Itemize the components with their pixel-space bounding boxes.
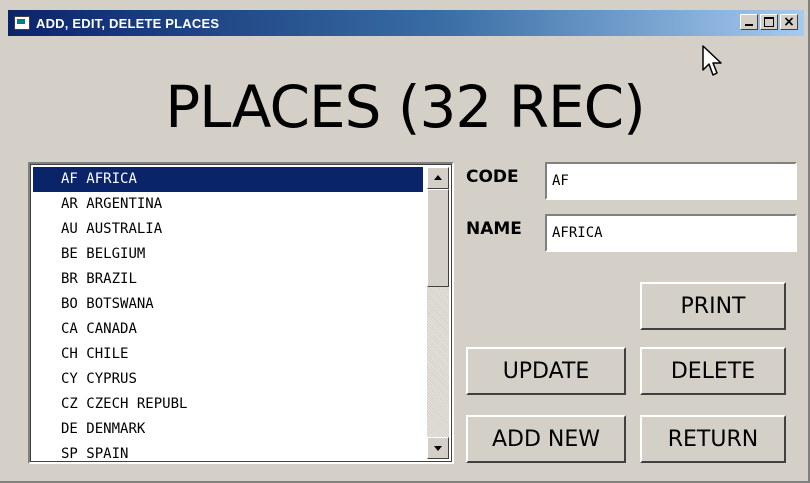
app-icon[interactable] — [14, 16, 30, 30]
list-item-code: AU — [61, 221, 78, 237]
list-item-name: BRAZIL — [86, 271, 137, 287]
maximize-icon[interactable] — [760, 14, 778, 30]
list-item[interactable] — [33, 342, 423, 367]
list-item-name: CZECH REPUBL — [86, 396, 188, 412]
list-item-code: CZ — [61, 396, 78, 412]
list-item-code: SP — [61, 446, 78, 462]
list-item-code: BE — [61, 246, 78, 262]
window-title: ADD, EDIT, DELETE PLACES — [36, 15, 220, 31]
close-icon[interactable]: × — [780, 14, 798, 30]
list-item-name: BOTSWANA — [86, 296, 154, 312]
list-item[interactable] — [33, 192, 423, 217]
list-item-name: DENMARK — [86, 421, 146, 437]
page-title: PLACES (32 REC) — [165, 73, 645, 141]
list-item-name: AUSTRALIA — [86, 221, 163, 237]
list-item[interactable] — [33, 417, 423, 442]
list-item-name: CHILE — [86, 346, 129, 362]
vertical-scrollbar[interactable] — [427, 167, 449, 459]
list-item-name: ARGENTINA — [86, 196, 163, 212]
list-item-code: BO — [61, 296, 78, 312]
code-label: CODE — [466, 167, 519, 187]
title-bar[interactable] — [8, 10, 804, 36]
list-item[interactable] — [33, 392, 423, 417]
places-listbox[interactable] — [28, 162, 454, 464]
update-button[interactable]: UPDATE — [466, 347, 626, 395]
list-item-name: SPAIN — [86, 446, 129, 462]
list-item-code: CA — [61, 321, 78, 337]
list-item[interactable] — [33, 442, 423, 467]
list-item-name: BELGIUM — [86, 246, 146, 262]
list-item-name: CANADA — [86, 321, 137, 337]
return-button[interactable]: RETURN — [640, 415, 786, 463]
scrollbar-thumb[interactable] — [427, 189, 449, 287]
minimize-icon[interactable] — [740, 14, 758, 30]
code-field[interactable]: AF — [545, 162, 797, 200]
list-item[interactable] — [33, 267, 423, 292]
add-new-button[interactable]: ADD NEW — [466, 415, 626, 463]
list-item-code: BR — [61, 271, 78, 287]
list-item-code: DE — [61, 421, 78, 437]
delete-button[interactable]: DELETE — [640, 347, 786, 395]
print-button[interactable]: PRINT — [640, 282, 786, 330]
list-item-code: AR — [61, 196, 78, 212]
list-item[interactable] — [33, 167, 423, 192]
list-item[interactable] — [33, 292, 423, 317]
list-item-code: CH — [61, 346, 78, 362]
name-label: NAME — [466, 219, 522, 239]
window-controls — [738, 14, 798, 30]
mouse-pointer-icon — [701, 44, 723, 78]
list-item[interactable] — [33, 317, 423, 342]
places-list — [33, 167, 423, 467]
list-item-name: CYPRUS — [86, 371, 137, 387]
list-item-code: CY — [61, 371, 78, 387]
list-item[interactable] — [33, 367, 423, 392]
list-item[interactable] — [33, 217, 423, 242]
scroll-up-icon[interactable] — [427, 167, 449, 189]
list-item[interactable] — [33, 242, 423, 267]
scroll-down-icon[interactable] — [427, 437, 449, 459]
list-item-code: AF — [61, 171, 78, 187]
name-field[interactable]: AFRICA — [545, 214, 797, 252]
list-item-name: AFRICA — [86, 171, 137, 187]
